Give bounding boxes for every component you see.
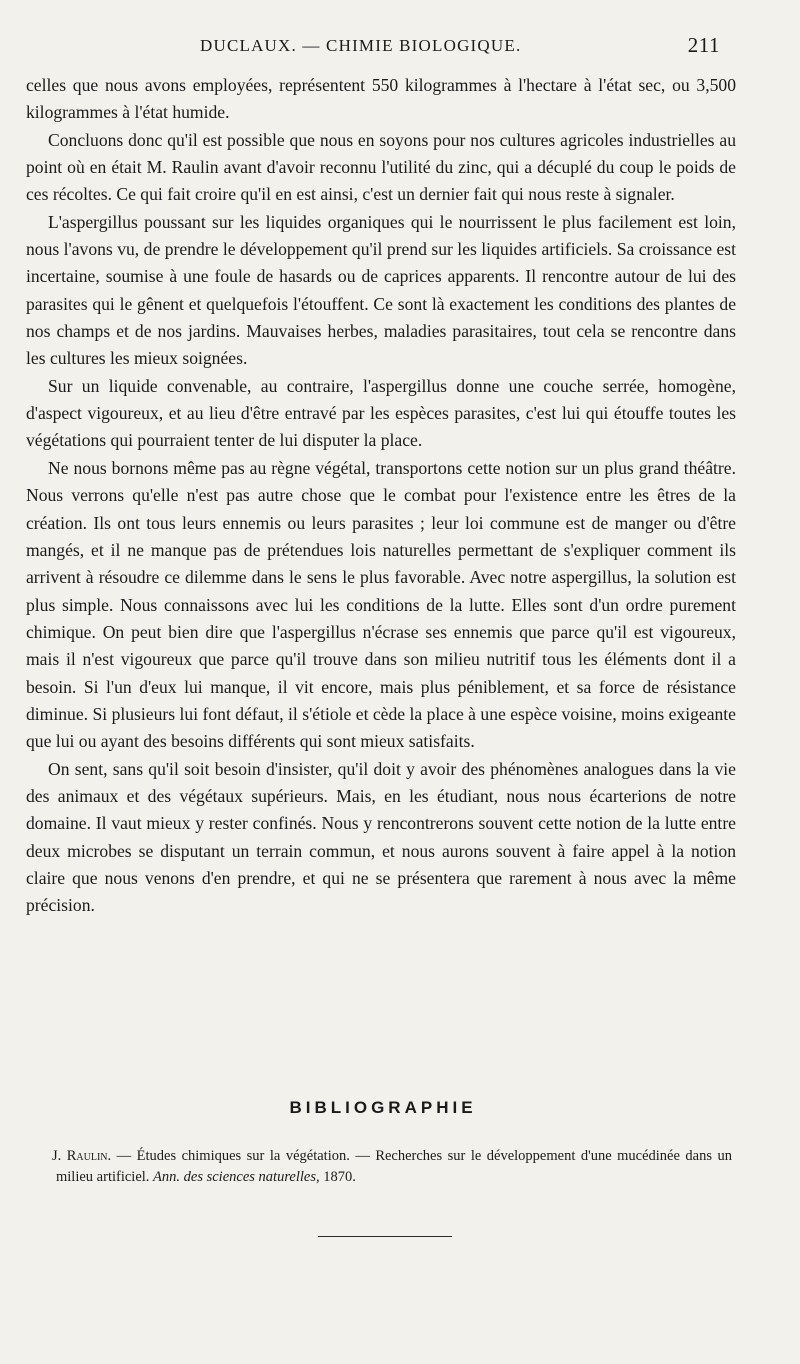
- bibliography-heading: BIBLIOGRAPHIE: [289, 1098, 477, 1117]
- bibliography-entry: [52, 1146, 732, 1188]
- paragraph-4: Sur un liquide convenable, au contraire, l'aspergillus donne une couche serrée, homogène, d'aspect vigoureux, et au lieu d'être entravé par les espèces parasites, c'est lui qui étouffe toutes les végétations qui pourraient tenter de lui disputer la place.: [26, 375, 736, 451]
- running-head: [200, 34, 720, 58]
- paragraph-6: On sent, sans qu'il soit besoin d'insister, qu'il doit y avoir des phénomènes analogues dans la vie des animaux et des végétaux supérieurs. Mais, en les étudiant, nous nous écarterions de notre domaine. Il vaut mieux y rester confinés. Nous y rencontrerons souvent cette notion de la lutte entre deux microbes se disputant un terrain commun, et nous aurons souvent à faire appel à la notion claire que nous venons d'en prendre, et qui ne se présentera que rarement à nous avec la même précision.: [26, 758, 736, 916]
- bibliography-text: — Études chimiques sur la végétation. — Recherches sur le développement d'une mucédinée dans un milieu artificiel.: [56, 1148, 732, 1185]
- bibliography-journal: Ann. des sciences naturelles: [153, 1169, 316, 1185]
- bibliography-year: , 1870.: [316, 1169, 356, 1185]
- page-number: 211: [687, 33, 720, 57]
- running-title: DUCLAUX. — CHIMIE BIOLOGIQUE.: [200, 36, 522, 55]
- paragraph-3: L'aspergillus poussant sur les liquides organiques qui le nourrissent le plus facilement est loin, nous l'avons vu, de prendre le développement qu'il prend sur les liquides artificiels. Sa croissance est incertaine, soumise à une foule de hasards ou de caprices apparents. Il rencontre autour de lui des parasites qui le gênent et quelquefois l'étouffent. Ce sont là exactement les conditions des plantes de nos champs et de nos jardins. Mauvaises herbes, maladies parasitaires, tout cela se rencontre dans les cultures les mieux soignées.: [26, 211, 736, 369]
- paragraph-1: celles que nous avons employées, représentent 550 kilogrammes à l'hectare à l'état sec, ou 3,500 kilogrammes à l'état humide.: [26, 75, 736, 123]
- end-rule: [318, 1236, 452, 1237]
- paragraph-2: Concluons donc qu'il est possible que nous en soyons pour nos cultures agricoles industrielles au point où en était M. Raulin avant d'avoir reconnu l'utilité du zinc, qui a décuplé du coup le poids de ces récoltes. Ce qui fait croire qu'il en est ainsi, c'est un dernier fait qui nous reste à signaler.: [26, 129, 736, 205]
- body-text: [26, 72, 736, 920]
- bibliography-author: J. Raulin.: [52, 1148, 112, 1164]
- paragraph-5: Ne nous bornons même pas au règne végétal, transportons cette notion sur un plus grand théâtre. Nous verrons qu'elle n'est pas autre chose que le combat pour l'existence entre les êtres de la création. Ils ont tous leurs ennemis ou leurs parasites ; leur loi commune est de manger ou d'être mangés, et il ne manque pas de prétendues lois naturelles permettant de s'expliquer comment ils arrivent à résoudre ce dilemme dans le sens le plus favorable. Avec notre aspergillus, la solution est plus simple. Nous connaissons avec lui les conditions de la lutte. Elles sont d'un ordre purement chimique. On peut bien dire que l'aspergillus n'écrase ses ennemis que parce qu'il est vigoureux, mais il n'est vigoureux que parce qu'il trouve dans son milieu nutritif tous les éléments dont il a besoin. Si l'un d'eux lui manque, il vit encore, mais plus péniblement, et sa force de résistance diminue. Si plusieurs lui font défaut, il s'étiole et cède la place à une espèce voisine, moins exigeante que lui ou ayant des besoins différents qui sont mieux satisfaits.: [26, 457, 736, 752]
